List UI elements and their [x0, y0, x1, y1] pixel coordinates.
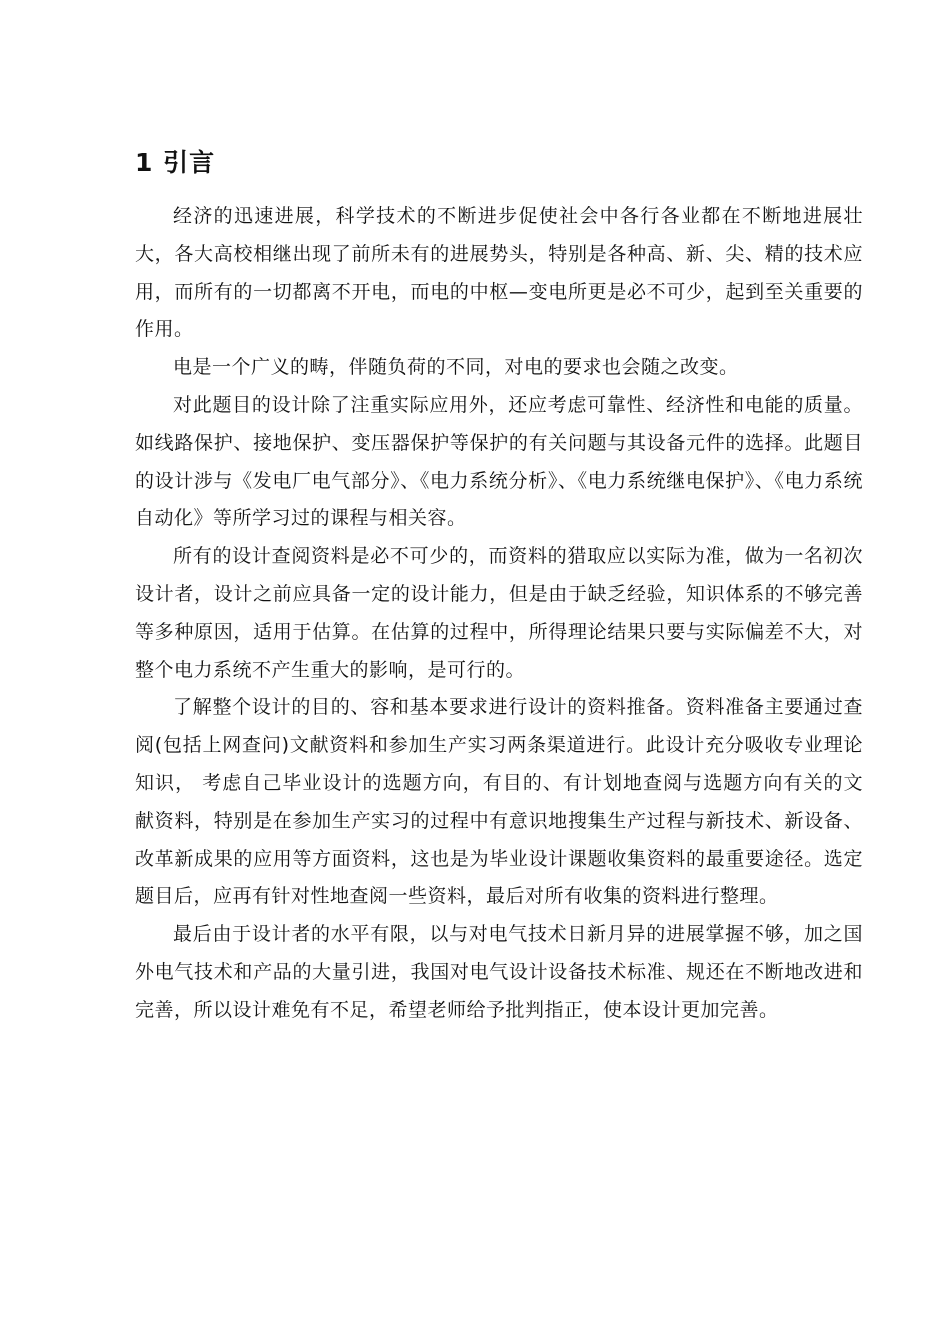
section-number: 1 [135, 148, 154, 177]
section-heading [135, 145, 215, 181]
paragraph: 对此题目的设计除了注重实际应用外，还应考虑可靠性、经济性和电能的质量。如线路保护、接地保护、变压器保护等保护的有关问题与其设备元件的选择。此题目的设计涉与《发电厂电气部分》、《电力系统分析》、《电力系统继电保护》、《电力系统自动化》等所学习过的课程与相关容。 [135, 393, 863, 530]
paragraph: 所有的设计查阅资料是必不可少的，而资料的猎取应以实际为准，做为一名初次设计者，设计之前应具备一定的设计能力，但是由于缺乏经验，知识体系的不够完善等多种原因，适用于估算。在估算的过程中，所得理论结果只要与实际偏差不大，对整个电力系统不产生重大的影响，是可行的。 [135, 545, 863, 681]
paragraph: 电是一个广义的畴，伴随负荷的不同，对电的要求也会随之改变。 [173, 356, 739, 379]
paragraph: 了解整个设计的目的、容和基本要求进行设计的资料推备。资料准备主要通过查阅(包括上网查问)文献资料和参加生产实习两条渠道进行。此设计充分吸收专业理论知识， 考虑自己毕业设计的选题方向，有目的、有计划地查阅与选题方向有关的文献资料，特别是在参加生产实习的过程中有意识地搜集生产过程与新技术、新设备、改革新成果的应用等方面资料，这也是为毕业设计课题收集资料的最重要途径。选定题目后，应再有针对性地查阅一些资料，最后对所有收集的资料进行整理。 [135, 696, 863, 908]
paragraph: 经济的迅速进展，科学技术的不断进步促使社会中各行各业都在不断地进展壮大，各大高校相继出现了前所未有的进展势头，特别是各种高、新、尖、精的技术应用，而所有的一切都离不开电，而电的中枢—变电所更是必不可少，起到至关重要的作用。 [135, 205, 863, 341]
section-title: 引言 [163, 148, 216, 177]
body-text [135, 198, 863, 1030]
paragraph: 最后由于设计者的水平有限，以与对电气技术日新月异的进展掌握不够，加之国外电气技术和产品的大量引进，我国对电气设计设备技术标准、规还在不断地改进和完善，所以设计难免有不足，希望老师给予批判指正，使本设计更加完善。 [135, 923, 863, 1021]
